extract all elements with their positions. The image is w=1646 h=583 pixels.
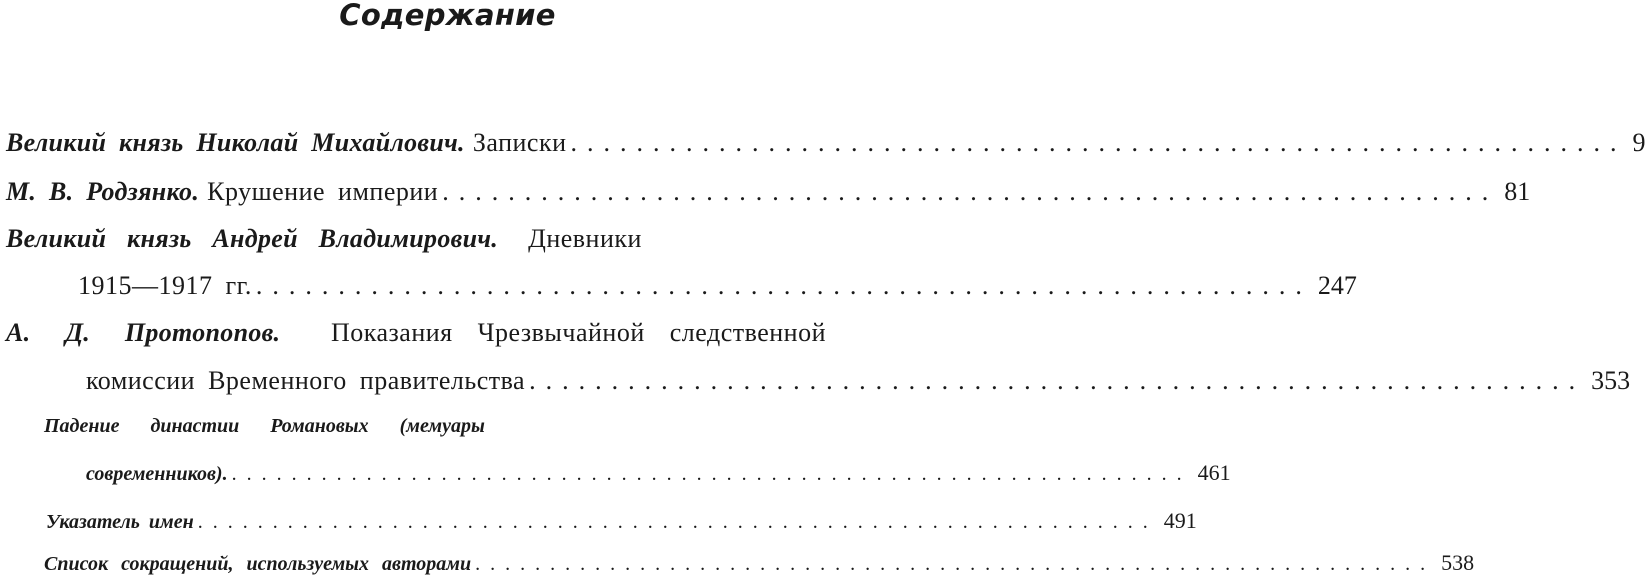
toc-entry-continuation[interactable]	[86, 366, 1631, 396]
toc-title: Записки	[472, 128, 567, 157]
toc-author: М. В. Родзянко.	[6, 177, 200, 206]
toc-entry-continuation[interactable]	[86, 460, 1231, 486]
toc-title: комиссии Временного правительства	[86, 366, 526, 395]
toc-entry-continuation[interactable]	[78, 271, 1357, 301]
toc-author: Великий князь Андрей Владимирович.	[6, 224, 499, 253]
toc-title: Указатель имен	[46, 511, 194, 533]
toc-title: Крушение империи	[207, 177, 439, 206]
toc-title: 1915—1917 гг.	[78, 271, 252, 300]
toc-title: Дневники	[528, 224, 642, 253]
toc-page-number: 353	[1591, 366, 1631, 395]
toc-leader: ................................................................	[570, 128, 1627, 157]
toc-leader: ................................................................	[255, 271, 1312, 300]
toc-leader: ................................................................	[231, 463, 1192, 485]
toc-page-number: 9	[1632, 128, 1646, 157]
toc-entry[interactable]	[44, 415, 584, 438]
toc-page-number: 491	[1163, 508, 1197, 533]
toc-page-number: 538	[1441, 550, 1475, 575]
toc-author: А. Д. Протопопов.	[6, 318, 281, 347]
toc-entry[interactable]	[6, 224, 706, 254]
toc-author: Великий князь Николай Михайлович.	[6, 128, 465, 157]
toc-leader: ................................................................	[197, 511, 1158, 533]
toc-title: Показания Чрезвычайной следственной	[330, 318, 826, 347]
toc-title: Падение династии Романовых (мемуары	[44, 415, 485, 437]
toc-title: Список сокращений, используемых авторами	[44, 553, 472, 575]
toc-entry[interactable]	[6, 128, 1646, 158]
toc-title: современников).	[86, 463, 228, 485]
toc-entry[interactable]	[6, 177, 1531, 207]
toc-leader: ................................................................	[475, 553, 1436, 575]
toc-leader: ................................................................	[442, 177, 1499, 206]
toc-entry[interactable]	[6, 318, 826, 348]
toc-page-number: 81	[1504, 177, 1531, 206]
toc-entry[interactable]	[46, 508, 1197, 534]
page-title: Содержание	[339, 0, 556, 32]
toc-entry[interactable]	[44, 550, 1475, 576]
toc-page-number: 247	[1317, 271, 1357, 300]
toc-page-number: 461	[1197, 460, 1231, 485]
toc-leader: ................................................................	[529, 366, 1586, 395]
